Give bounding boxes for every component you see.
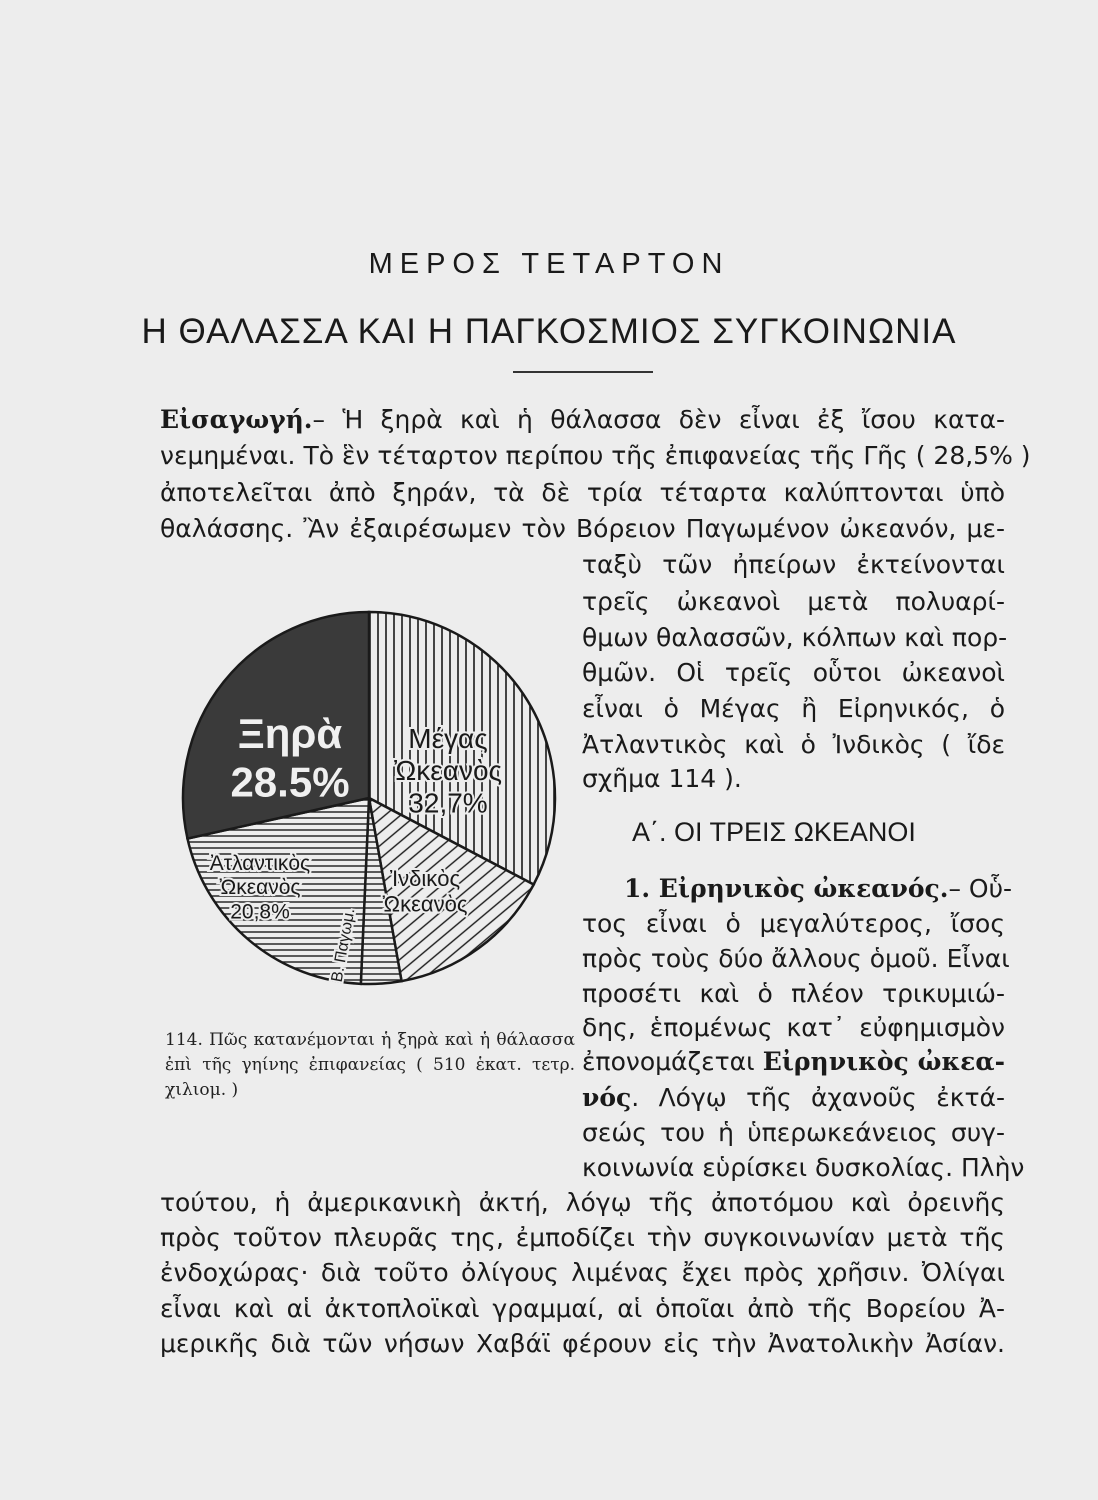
- section-line-1: τος εἶναι ὁ μεγαλύτερος, ἴσος: [582, 909, 1005, 938]
- part-title: ΜΕΡΟΣ ΤΕΤΑΡΤΟΝ: [368, 248, 730, 280]
- section-line-10: κοινωνία εὑρίσκει δυσκολίας. Πλὴν: [582, 1153, 1025, 1182]
- intro-line-10: σχῆμα 114 ).: [582, 764, 742, 793]
- intro-line-6: θμων θαλασσῶν, κόλπων καὶ πορ-: [582, 623, 1008, 652]
- pie-slice-label: Μέγας Ὠκεανὸς 32,7%: [393, 723, 503, 819]
- section-line-2: πρὸς τοὺς δύο ἄλλους ὁμοῦ. Εἶναι: [582, 944, 1010, 973]
- pie-slice-label: Β. Παγωμ.: [328, 907, 359, 984]
- pie-slice-label: Ἰνδικὸς Ὠκεανὸς: [382, 866, 468, 917]
- intro-line-5: τρεῖς ὠκεανοὶ μετὰ πολυαρί-: [582, 587, 1005, 616]
- section-line-3: προσέτι καὶ ὁ πλέον τρικυμιώ-: [582, 979, 1005, 1008]
- intro-line-4: ταξὺ τῶν ἠπείρων ἐκτείνονται: [582, 550, 1005, 579]
- section-line-7: νός: [582, 1083, 632, 1112]
- section-line-13: ἐνδοχώρας· διὰ τοῦτο ὀλίγους λιμένας ἔχει πρὸς χρῆσιν. Ὀλίγαι: [160, 1258, 1005, 1287]
- pie-slice-label: Ἀτλαντικὸς Ὠκεανὸς 20,8%: [209, 852, 311, 924]
- section-line-9: σεώς του ἡ ὑπερωκεάνειος συγ-: [582, 1118, 1005, 1147]
- section-line-15: μερικῆς διὰ τῶν νήσων Χαβάϊ φέρουν εἰς τὴν Ἀνατολικὴν Ἀσίαν.: [160, 1329, 1005, 1358]
- pie-slice-label: Ξηρὰ 28.5%: [230, 710, 350, 806]
- section-line-5: ἐπονομάζεται: [582, 1047, 755, 1076]
- intro-line-0: – Ἡ ξηρὰ καὶ ἡ θάλασσα δὲν εἶναι ἐξ ἴσου κατα-: [312, 405, 1005, 434]
- intro-line-8: εἶναι ὁ Μέγας ἢ Εἰρηνικός, ὁ: [582, 694, 1005, 723]
- intro-line-1: νεμημέναι. Τὸ ἓν τέταρτον περίπου τῆς ἐπιφανείας τῆς Γῆς ( 28,5% ): [160, 441, 1031, 470]
- section-line-0: – Οὗ-: [948, 874, 1013, 903]
- intro-line-9: Ἀτλαντικὸς καὶ ὁ Ἰνδικὸς ( ἴδε: [582, 730, 1005, 759]
- section-line-12: πρὸς τοῦτον πλευρᾶς της, ἐμποδίζει τὴν συγκοινωνίαν μετὰ τῆς: [160, 1223, 1005, 1252]
- section-heading: Α΄. ΟΙ ΤΡΕΙΣ ΩΚΕΑΝΟΙ: [632, 817, 916, 847]
- section-line-4: δης, ἑπομένως κατ᾽ εὐφημισμὸν: [582, 1013, 1005, 1042]
- section-line-6: Εἰρηνικὸς ὠκεα-: [762, 1047, 1005, 1076]
- figure-caption: 114. Πῶς κατανέμονται ἡ ξηρὰ καὶ ἡ θάλασσα ἐπὶ τῆς γηίνης ἐπιφανείας ( 510 ἑκατ. τετρ. χιλιομ. ): [165, 1030, 575, 1100]
- section-line-14: εἶναι καὶ αἱ ἀκτοπλοϊκαὶ γραμμαί, αἱ ὁποῖαι ἀπὸ τῆς Βορείου Ἀ-: [160, 1294, 1005, 1323]
- section-line-8: . Λόγῳ τῆς ἀχανοῦς ἐκτά-: [631, 1083, 1005, 1112]
- page-title: Η ΘΑΛΑΣΣΑ ΚΑΙ Η ΠΑΓΚΟΣΜΙΟΣ ΣΥΓΚΟΙΝΩΝΙΑ: [141, 312, 957, 351]
- intro-label: Εἰσαγωγή.: [160, 405, 313, 434]
- section-line-11: τούτου, ἡ ἀμερικανικὴ ἀκτή, λόγῳ τῆς ἀποτόμου καὶ ὀρεινῆς: [160, 1188, 1005, 1217]
- intro-line-2: ἀποτελεῖται ἀπὸ ξηράν, τὰ δὲ τρία τέταρτα καλύπτονται ὑπὸ: [160, 478, 1005, 507]
- section-sub-label: 1. Εἰρηνικὸς ὠκεανός.: [624, 874, 949, 903]
- intro-line-3: θαλάσσης. Ἂν ἐξαιρέσωμεν τὸν Βόρειον Παγωμένον ὠκεανόν, με-: [160, 514, 1005, 543]
- intro-line-7: θμῶν. Οἱ τρεῖς οὗτοι ὠκεανοὶ: [582, 658, 1005, 687]
